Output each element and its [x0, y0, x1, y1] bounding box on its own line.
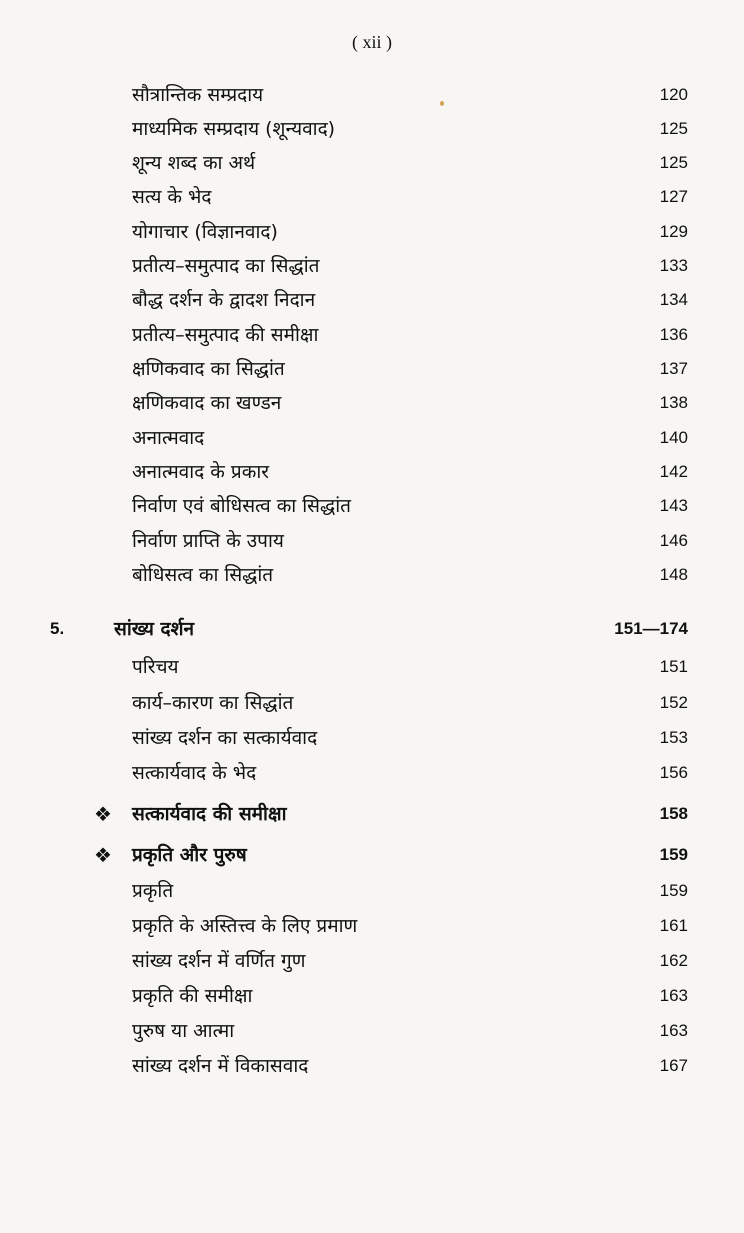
chapter-page-range: 151—174: [614, 619, 688, 638]
toc-entry: [0, 386, 744, 420]
toc-entry-page: 142: [659, 462, 688, 481]
chapter-heading: [0, 612, 744, 646]
chapter-title: सांख्य दर्शन: [114, 618, 195, 640]
toc-entry: [0, 180, 744, 214]
toc-entry: [0, 874, 744, 908]
toc-entry-page: 151: [659, 657, 688, 676]
toc-entry-page: 125: [659, 119, 688, 138]
toc-entry-title: कार्य–कारण का सिद्धांत: [132, 692, 294, 714]
toc-entry: [0, 756, 744, 790]
toc-entry-title: बौद्ध दर्शन के द्वादश निदान: [132, 289, 316, 311]
toc-entry-page: 152: [659, 693, 688, 712]
toc-entry-title: निर्वाण प्राप्ति के उपाय: [132, 530, 284, 552]
toc-entry: [0, 283, 744, 317]
toc-entry: [0, 489, 744, 523]
toc-entry-title: सत्य के भेद: [132, 186, 212, 208]
diamond-bullet-icon: ❖: [94, 843, 112, 867]
toc-entry: [0, 352, 744, 386]
toc-entry: [0, 944, 744, 978]
toc-entry-page: 134: [659, 290, 688, 309]
toc-entry-page: 120: [659, 85, 688, 104]
toc-entry: [0, 249, 744, 283]
toc-entry: [0, 421, 744, 455]
toc-entry-page: 159: [659, 845, 688, 864]
toc-entry-title: पुरुष या आत्मा: [132, 1020, 235, 1042]
toc-entry: [0, 524, 744, 558]
toc-entry-page: 140: [659, 428, 688, 447]
toc-entry-page: 153: [659, 728, 688, 747]
toc-entry-page: 163: [659, 1021, 688, 1040]
toc-entry-title: सांख्य दर्शन में वर्णित गुण: [132, 950, 306, 972]
toc-entry-page: 167: [659, 1056, 688, 1075]
toc-entry-title: प्रकृति की समीक्षा: [132, 985, 253, 1007]
toc-entry-title: सत्कार्यवाद की समीक्षा: [132, 803, 287, 825]
toc-entry: [0, 558, 744, 592]
toc-entry-title: सत्कार्यवाद के भेद: [132, 762, 257, 784]
toc-entry: [0, 686, 744, 720]
toc-entry: [0, 650, 744, 684]
toc-entry-page: 148: [659, 565, 688, 584]
toc-entry-title: निर्वाण एवं बोधिसत्व का सिद्धांत: [132, 495, 351, 517]
toc-entry-page: 161: [659, 916, 688, 935]
toc-entry-page: 129: [659, 222, 688, 241]
toc-entry: [0, 215, 744, 249]
toc-entry-title: सांख्य दर्शन में विकासवाद: [132, 1055, 309, 1077]
toc-entry-title: क्षणिकवाद का सिद्धांत: [132, 358, 285, 380]
toc-entry-page: 143: [659, 496, 688, 515]
chapter-number: 5.: [50, 619, 65, 638]
toc-entry-page: 159: [659, 881, 688, 900]
toc-entry-title: प्रकृति: [132, 880, 174, 902]
toc-entry-title: प्रकृति के अस्तित्त्व के लिए प्रमाण: [132, 915, 358, 937]
toc-entry: [0, 455, 744, 489]
toc-entry-title: योगाचार (विज्ञानवाद): [132, 221, 278, 243]
toc-entry-page: 127: [659, 187, 688, 206]
toc-entry: [0, 1049, 744, 1083]
toc-entry-title: शून्य शब्द का अर्थ: [132, 152, 256, 174]
toc-entry-page: 162: [659, 951, 688, 970]
toc-entry-page: 137: [659, 359, 688, 378]
toc-entry-page: 158: [659, 804, 688, 823]
toc-entry-title: माध्यमिक सम्प्रदाय (शून्यवाद): [132, 118, 336, 140]
toc-entry-page: 163: [659, 986, 688, 1005]
toc-entry-title: परिचय: [132, 656, 179, 678]
toc-entry-page: 156: [659, 763, 688, 782]
toc-entry-title: सौत्रान्तिक सम्प्रदाय: [132, 84, 264, 106]
diamond-bullet-icon: ❖: [94, 802, 112, 826]
toc-entry: [0, 1014, 744, 1048]
toc-entry-title: अनात्मवाद: [132, 427, 205, 449]
toc-entry: [0, 146, 744, 180]
toc-bullet-entry: [0, 797, 744, 831]
toc-entry-title: प्रकृति और पुरुष: [132, 844, 247, 866]
toc-entry: [0, 318, 744, 352]
toc-entry-title: अनात्मवाद के प्रकार: [132, 461, 270, 483]
toc-entry-page: 136: [659, 325, 688, 344]
toc-entry-page: 125: [659, 153, 688, 172]
toc-entry-title: सांख्य दर्शन का सत्कार्यवाद: [132, 727, 318, 749]
toc-entry-title: प्रतीत्य–समुत्पाद की समीक्षा: [132, 324, 319, 346]
toc-entry: [0, 112, 744, 146]
toc-entry-page: 146: [659, 531, 688, 550]
toc-entry-page: 138: [659, 393, 688, 412]
toc-entry: [0, 78, 744, 112]
toc-entry-title: क्षणिकवाद का खण्डन: [132, 392, 282, 414]
toc-entry-page: 133: [659, 256, 688, 275]
toc-bullet-entry: [0, 838, 744, 872]
toc-entry-title: प्रतीत्य–समुत्पाद का सिद्धांत: [132, 255, 320, 277]
toc-entry: [0, 979, 744, 1013]
toc-entry: [0, 909, 744, 943]
toc-entry-title: बोधिसत्व का सिद्धांत: [132, 564, 274, 586]
page-number: ( xii ): [352, 32, 392, 52]
toc-entry: [0, 721, 744, 755]
